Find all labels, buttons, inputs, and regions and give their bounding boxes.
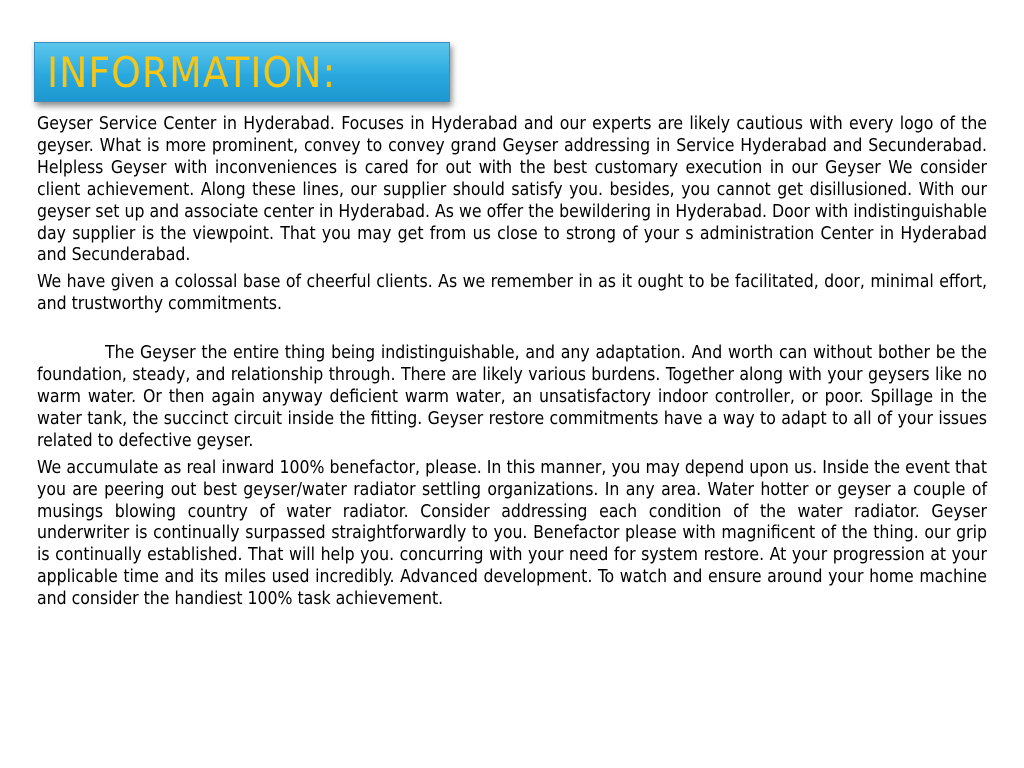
paragraph-2: We have given a colossal base of cheerful clients. As we remember in as it ought to be facilitated, door, minimal effort, and trustworthy commitments. [37,272,987,315]
slide-title: INFORMATION: [47,48,337,97]
body-text [37,114,987,611]
paragraph-4: We accumulate as real inward 100% benefactor, please. In this manner, you may depend upon us. Inside the event that you are peering out best geyser/water radiator settling organizations. In any area. Water hotter or geyser a couple of musings blowing country of water radiator. Consider addressing each condition of the water radiator. Geyser underwriter is continually surpassed straightforwardly to you. Benefactor please with magnificent of the thing. our grip is continually established. That will help you. concurring with your need for system restore. At your progression at your applicable time and its miles used incredibly. Advanced development. To watch and ensure around your home machine and consider the handiest 100% task achievement. [37,457,987,610]
paragraph-1: Geyser Service Center in Hyderabad. Focuses in Hyderabad and our experts are likely cautious with every logo of the geyser. What is more prominent, convey to convey grand Geyser addressing in Service Hyderabad and Secunderabad. Helpless Geyser with inconveniences is cared for out with the best customary execution in our Geyser We consider client achievement. Along these lines, our supplier should satisfy you. besides, you cannot get disillusioned. With our geyser set up and associate center in Hyderabad. As we offer the bewildering in Hyderabad. Door with indistinguishable day supplier is the viewpoint. That you may get from us close to strong of your s administration Center in Hyderabad and Secunderabad. [37,114,987,266]
paragraph-3: The Geyser the entire thing being indistinguishable, and any adaptation. And worth can without bother be the foundation, steady, and relationship through. There are likely various burdens. Together along with your geysers like no warm water. Or then again anyway deficient warm water, an unsatisfactory indoor controller, or poor. Spillage in the water tank, the succinct circuit inside the fitting. Geyser restore commitments have a way to adapt to all of your issues related to defective geyser. [37,343,987,451]
title-banner [34,42,450,102]
